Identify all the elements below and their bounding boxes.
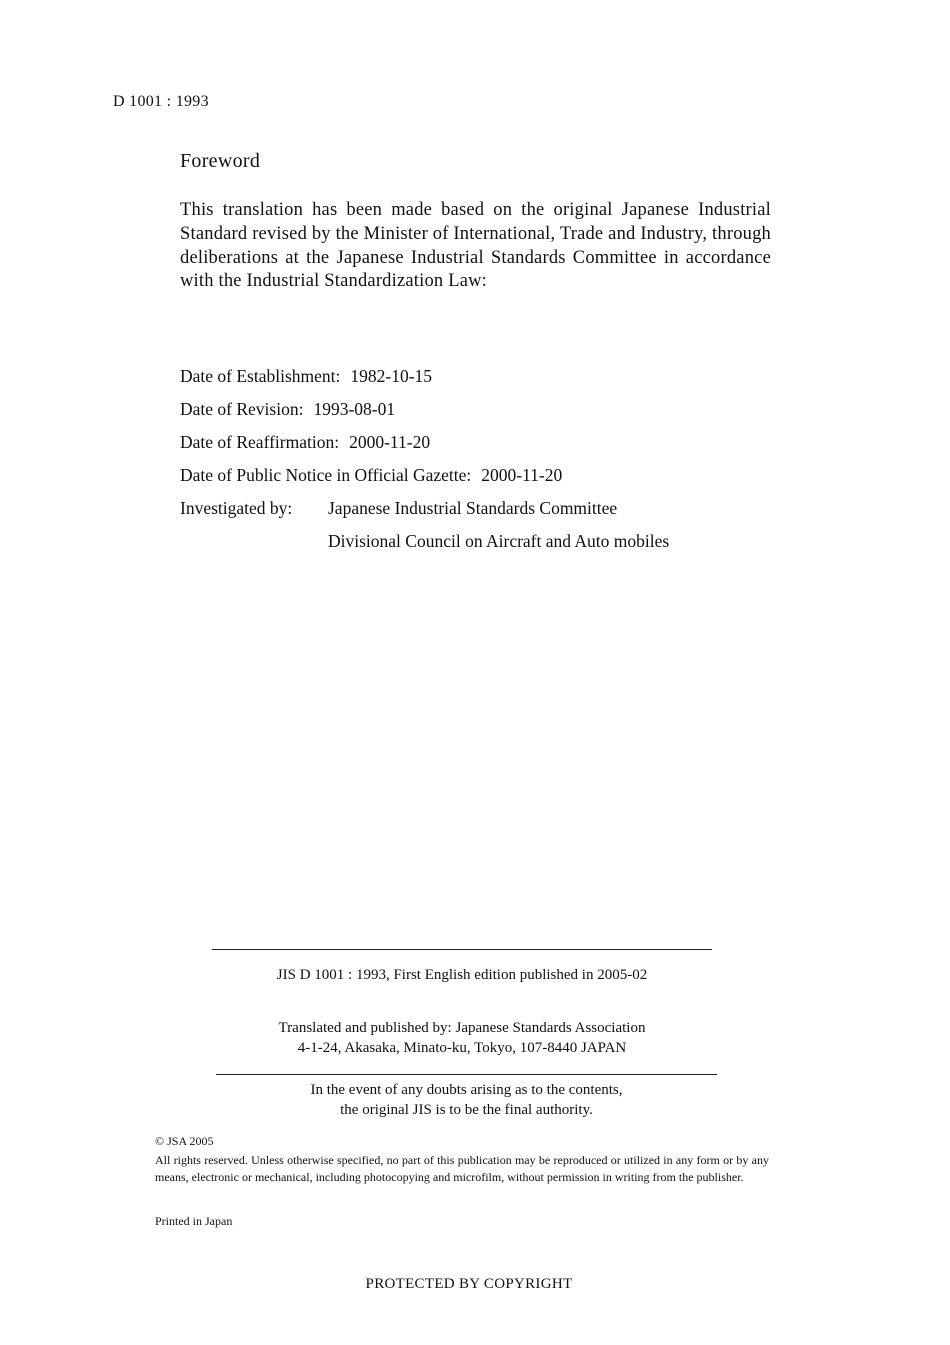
document-number: D 1001 : 1993 — [113, 93, 209, 110]
divider-bottom — [216, 1074, 717, 1075]
protected-by-copyright: PROTECTED BY COPYRIGHT — [365, 1276, 573, 1292]
investigated-committee: Japanese Industrial Standards Committee — [328, 498, 618, 518]
date-label: Date of Revision: — [180, 399, 304, 419]
date-value: 2000-11-20 — [349, 432, 431, 452]
date-label: Date of Reaffirmation: — [180, 432, 340, 452]
publisher-info — [212, 1018, 712, 1058]
date-value: 1982-10-15 — [350, 366, 433, 386]
foreword-body: This translation has been made based on the original Japanese Industrial Standard revised by the Minister of International, Trade and Industry, through deliberations at the Japanese Industrial Standards Committee in accordance with the Industrial Standardization Law: — [180, 200, 771, 292]
foreword-title: Foreword — [180, 150, 261, 172]
date-value: 2000-11-20 — [481, 465, 563, 485]
copyright-notice: © JSA 2005 — [155, 1134, 214, 1148]
investigated-by-row — [180, 496, 669, 529]
authority-line-1: In the event of any doubts arising as to the contents, — [310, 1082, 623, 1098]
divider-top — [212, 949, 712, 950]
rights-statement: All rights reserved. Unless otherwise specified, no part of this publication may be reproduced or utilized in any form or by any means, electronic or mechanical, including photocopying and microfilm, without permission in writing from the publisher. — [155, 1153, 769, 1184]
dates-block — [180, 364, 669, 553]
publisher-address: 4-1-24, Akasaka, Minato-ku, Tokyo, 107-8440 JAPAN — [297, 1040, 627, 1056]
edition-info: JIS D 1001 : 1993, First English edition published in 2005-02 — [276, 967, 648, 983]
date-reaffirmation-row — [180, 430, 669, 463]
printed-in: Printed in Japan — [155, 1214, 233, 1228]
investigated-council: Divisional Council on Aircraft and Auto mobiles — [328, 531, 670, 551]
date-establishment-row — [180, 364, 669, 397]
date-label: Date of Establishment: — [180, 366, 341, 386]
date-revision-row — [180, 397, 669, 430]
investigated-label: Investigated by: — [180, 498, 293, 518]
date-label: Date of Public Notice in Official Gazette: — [180, 465, 472, 485]
authority-line-2: the original JIS is to be the final authority. — [340, 1102, 593, 1118]
publisher-line: Translated and published by: Japanese Standards Association — [278, 1020, 646, 1036]
authority-note — [216, 1080, 717, 1120]
date-value: 1993-08-01 — [313, 399, 396, 419]
date-public-notice-row — [180, 463, 669, 496]
